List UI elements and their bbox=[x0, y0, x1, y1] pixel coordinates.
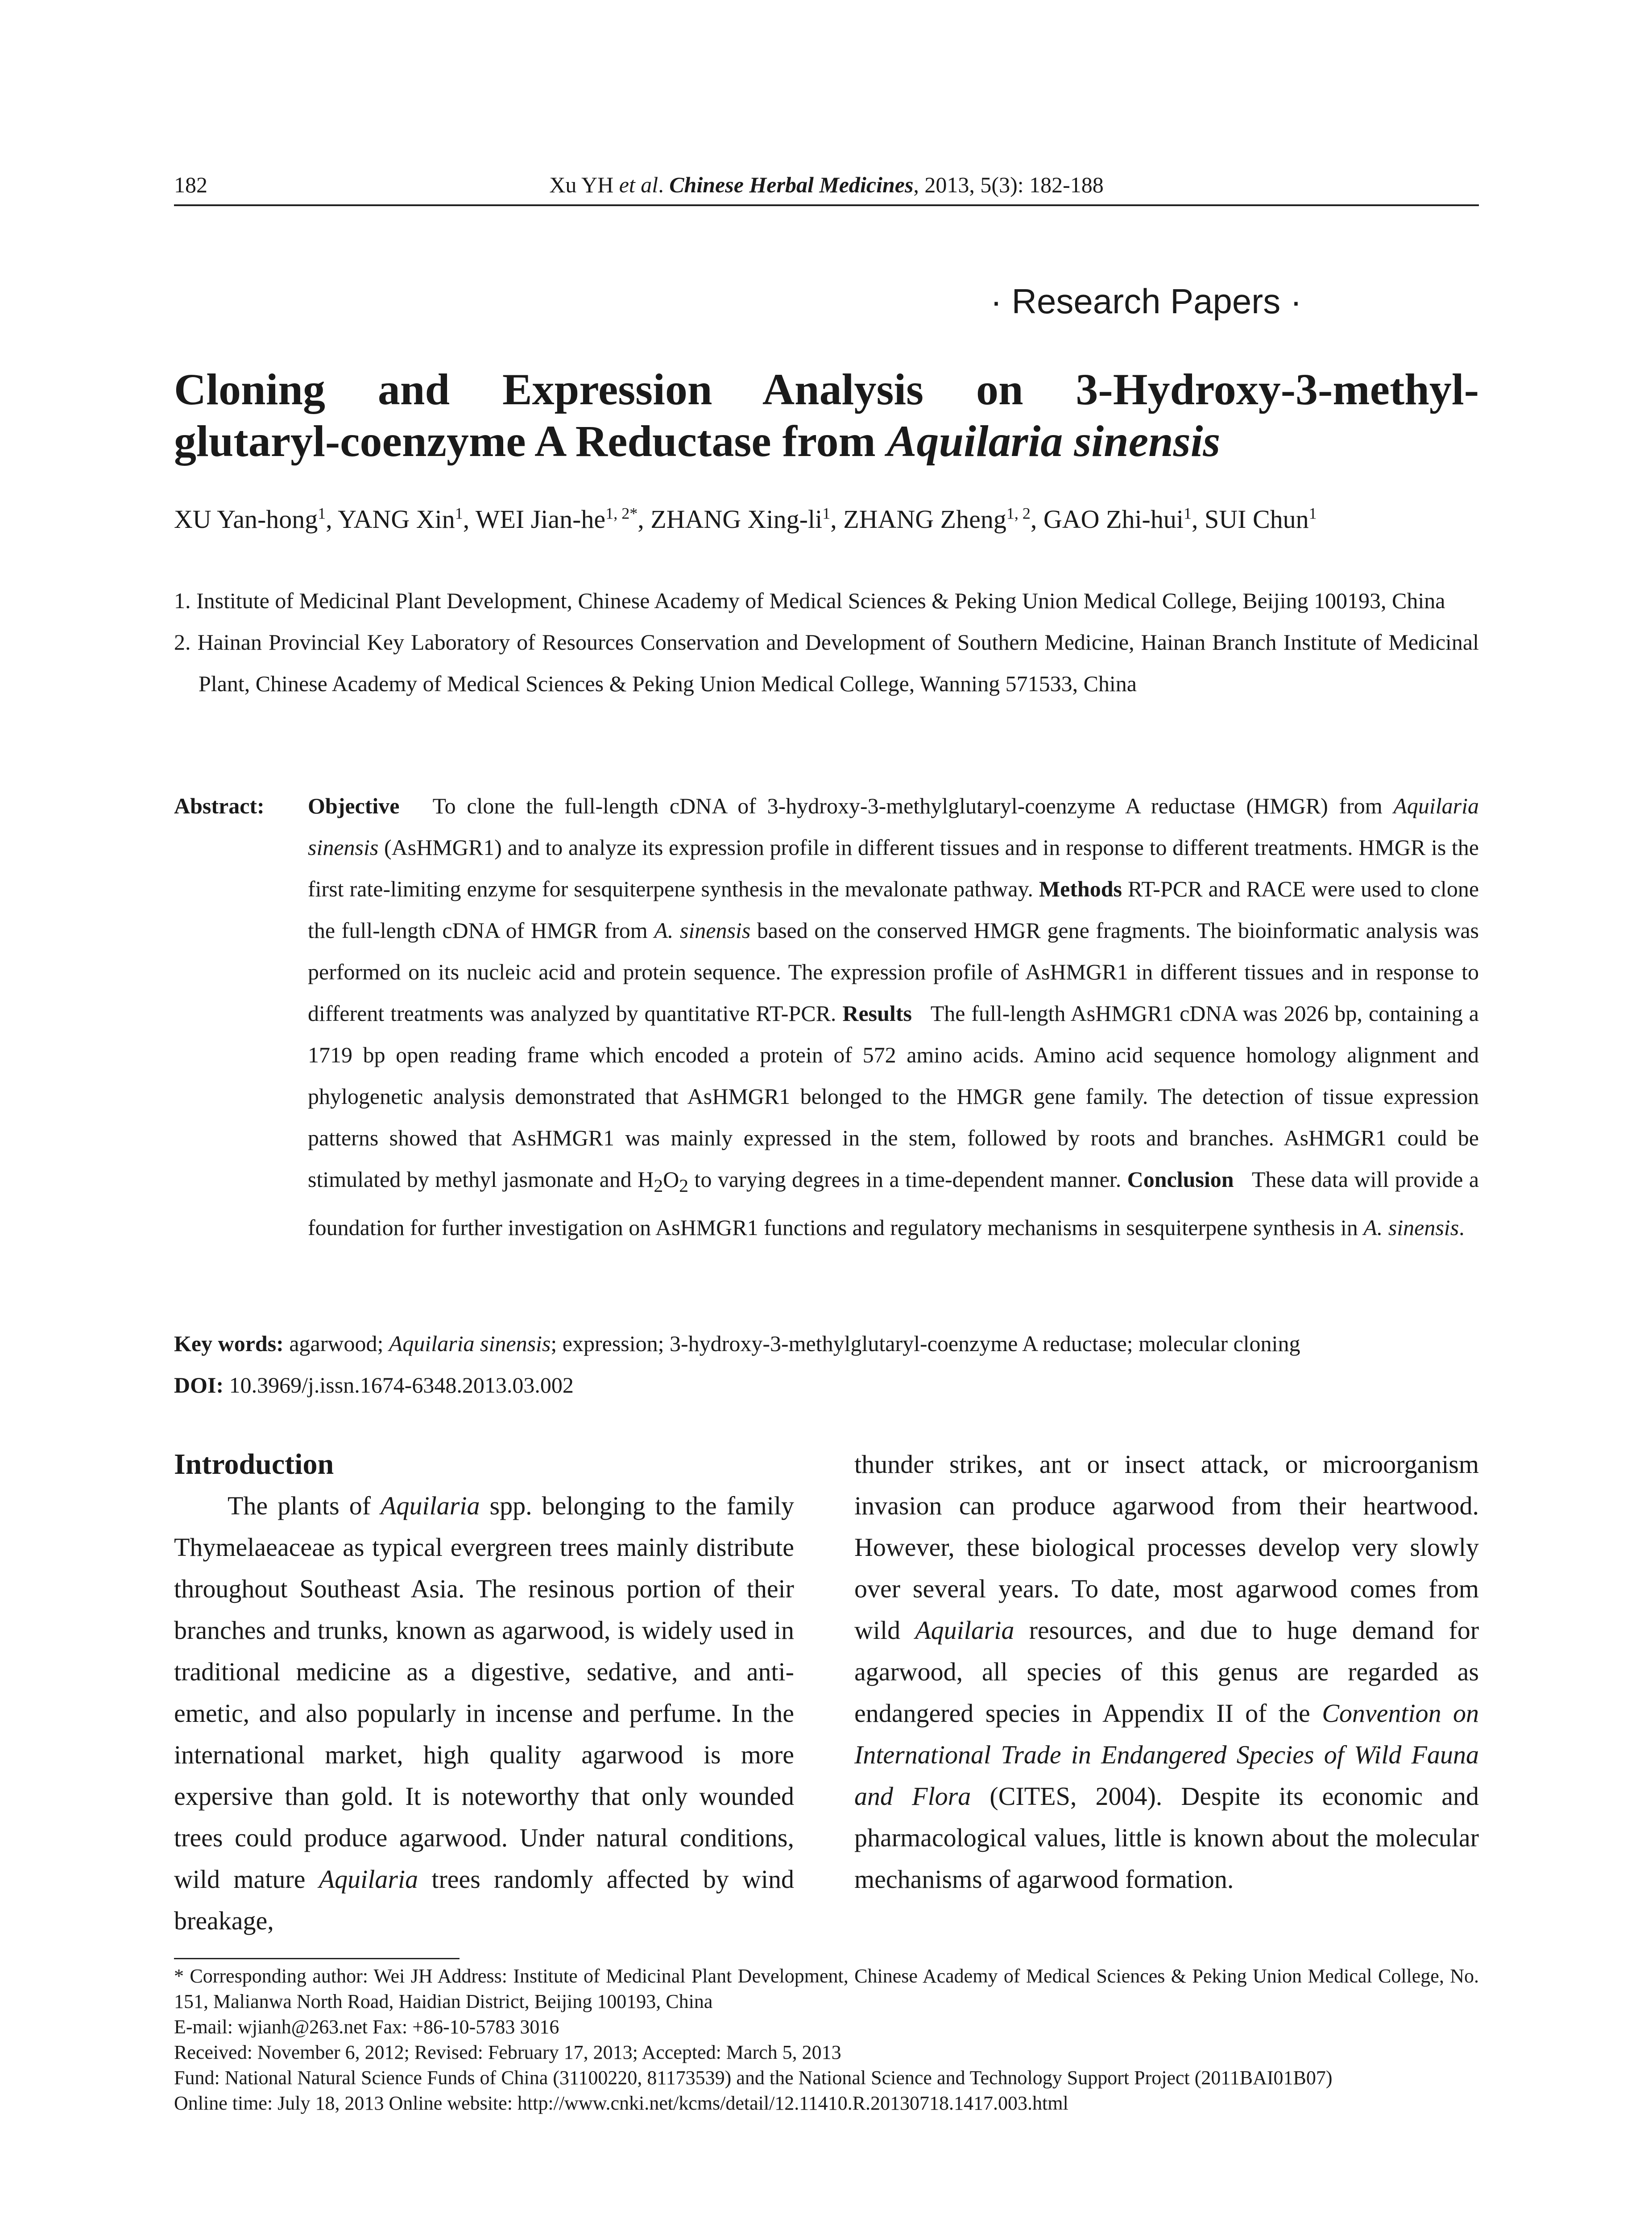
author-list bbox=[174, 504, 1479, 534]
methods-label: Methods bbox=[1039, 876, 1122, 901]
citation-issue: , 2013, 5(3): 182-188 bbox=[913, 172, 1104, 197]
conclusion-text: These data will provide a foundation for further investigation on AsHMGR1 functions and regulatory mechanisms in sesquiterpene synthesis in bbox=[308, 1167, 1479, 1240]
doi-label: DOI: bbox=[174, 1373, 224, 1397]
author bbox=[650, 505, 843, 534]
intro-right-text-cont: resources, and due to huge demand for agarwood, all species of this genus are regarded as endangered species in Appendix II of the bbox=[854, 1616, 1479, 1728]
intro-text-end: trees randomly affected by wind breakage, bbox=[174, 1865, 794, 1935]
keywords-block bbox=[174, 1323, 1479, 1406]
author-affiliation-mark: 1 bbox=[822, 505, 831, 523]
results-label: Results bbox=[842, 1001, 912, 1026]
author-affiliation-mark: 1 bbox=[1184, 505, 1192, 523]
author-affiliation-mark: 1, 2* bbox=[605, 505, 638, 523]
paper-title bbox=[174, 364, 1479, 467]
abstract-label: Abstract: bbox=[174, 793, 265, 818]
citation-etal: et al bbox=[619, 172, 658, 197]
methods-text: RT-PCR and RACE were used to clone the full-length cDNA of HMGR from bbox=[308, 876, 1479, 943]
section-label: · Research Papers · bbox=[990, 282, 1302, 321]
introduction-paragraph bbox=[174, 1485, 794, 1941]
title-line-2-prefix: glutaryl-coenzyme A Reductase from bbox=[174, 416, 887, 466]
intro-right-genus: Aquilaria bbox=[915, 1616, 1014, 1645]
intro-text: The plants of bbox=[228, 1491, 371, 1520]
citation-authors: Xu YH bbox=[549, 172, 619, 197]
objective-label: Objective bbox=[308, 793, 400, 818]
abstract-body bbox=[308, 785, 1479, 1248]
results-subscript-2: 2 bbox=[654, 1176, 663, 1196]
keyword-species: Aquilaria sinensis bbox=[389, 1331, 551, 1356]
results-text: The full-length AsHMGR1 cDNA was 2026 bp, containing a 1719 bp open reading frame which encoded a protein of 572 amino acids. Amino acid sequence homology alignment and phylogenetic analysis demonstrated that AsHMGR1 belonged to the HMGR gene family. The detection of tissue expression patterns showed that AsHMGR1 was mainly expressed in the stem, followed by roots and branches. AsHMGR1 could be stimulated by methyl jasmonate and H bbox=[308, 1001, 1479, 1192]
objective-species: Aquilaria sinensis bbox=[308, 793, 1479, 860]
author bbox=[174, 505, 338, 534]
author-affiliation-mark: 1, 2 bbox=[1006, 505, 1031, 523]
doi-line bbox=[174, 1364, 1479, 1406]
dates-note: Received: November 6, 2012; Revised: February 17, 2013; Accepted: March 5, 2013 bbox=[174, 2041, 841, 2063]
title-line-2 bbox=[174, 415, 1479, 467]
intro-right-text: thunder strikes, ant or insect attack, or microorganism invasion can produce agarwood from their heartwood. However, these biological processes develop very slowly over several years. To date, most agarwood comes from wild bbox=[854, 1450, 1479, 1645]
methods-text-cont: based on the conserved HMGR gene fragments. The bioinformatic analysis was performed on its nucleic acid and protein sequence. The expression profile of AsHMGR1 in different tissues and in response to different treatments was analyzed by quantitative RT-PCR. bbox=[308, 918, 1479, 1026]
author bbox=[338, 505, 476, 534]
conclusion-label: Conclusion bbox=[1127, 1167, 1234, 1192]
intro-right-text-end: (CITES, 2004). Despite its economic and pharmacological values, little is known about the molecular mechanisms of agarwood formation. bbox=[854, 1782, 1479, 1894]
page-number: 182 bbox=[174, 172, 207, 197]
author-separator: , bbox=[830, 505, 844, 534]
cites-convention: Convention on International Trade in Endangered Species of Wild Fauna and Flora bbox=[854, 1699, 1479, 1811]
author bbox=[1043, 505, 1205, 534]
author-name: GAO Zhi-hui bbox=[1043, 505, 1184, 534]
author-separator: , bbox=[638, 505, 651, 534]
results-text-cont: to varying degrees in a time-dependent manner. bbox=[694, 1167, 1122, 1192]
author-separator: , bbox=[463, 505, 476, 534]
corresponding-author-note: * Corresponding author: Wei JH Address: Institute of Medicinal Plant Development, Chinese Academy of Medical Sciences & Peking Union Medical College, No. 151, Malianwa North Road, Haidian District, Beijing 100193, China bbox=[174, 1965, 1479, 2012]
intro-genus: Aquilaria bbox=[381, 1491, 480, 1520]
keywords-line bbox=[174, 1323, 1479, 1364]
author-separator: , bbox=[1030, 505, 1043, 534]
author bbox=[843, 505, 1043, 534]
running-header bbox=[174, 172, 1479, 203]
keywords-label: Key words: bbox=[174, 1331, 284, 1356]
author-name: SUI Chun bbox=[1205, 505, 1309, 534]
footnote-rule bbox=[174, 1958, 460, 1959]
title-species: Aquilaria sinensis bbox=[886, 416, 1221, 466]
keyword-agarwood: agarwood; bbox=[289, 1331, 389, 1356]
journal-name: Chinese Herbal Medicines bbox=[669, 172, 914, 197]
author-affiliation-mark: 1 bbox=[318, 505, 326, 523]
author-name: YANG Xin bbox=[338, 505, 455, 534]
journal-citation bbox=[174, 172, 1479, 198]
objective-text-cont: (AsHMGR1) and to analyze its expression profile in different tissues and in response to different treatments. HMGR is the first rate-limiting enzyme for sesquiterpene synthesis in the mevalonate pathway. bbox=[308, 835, 1479, 901]
objective-text: To clone the full-length cDNA of 3-hydroxy-3-methylglutaryl-coenzyme A reductase (HMGR) from bbox=[432, 793, 1383, 818]
author-name: ZHANG Xing-li bbox=[650, 505, 823, 534]
header-rule bbox=[174, 204, 1479, 206]
affiliations bbox=[174, 580, 1479, 705]
doi-value[interactable]: 10.3969/j.issn.1674-6348.2013.03.002 bbox=[229, 1373, 574, 1397]
online-note: Online time: July 18, 2013 Online website: http://www.cnki.net/kcms/detail/12.11410.R.20130718.1417.003.html bbox=[174, 2092, 1068, 2114]
fund-note: Fund: National Natural Science Funds of China (31100220, 81173539) and the National Science and Technology Support Project (2011BAI01B07) bbox=[174, 2067, 1333, 2089]
conclusion-period: . bbox=[1459, 1215, 1465, 1240]
author-affiliation-mark: 1 bbox=[1308, 505, 1317, 523]
footnotes bbox=[174, 1963, 1479, 2116]
results-o: O bbox=[663, 1167, 679, 1192]
keywords-rest: ; expression; 3-hydroxy-3-methylglutaryl-coenzyme A reductase; molecular cloning bbox=[551, 1331, 1300, 1356]
author-name: ZHANG Zheng bbox=[843, 505, 1006, 534]
intro-text-cont: spp. belonging to the family Thymelaeaceae as typical evergreen trees mainly distribute throughout Southeast Asia. The resinous portion of their branches and trunks, known as agarwood, is widely used in traditional medicine as a digestive, sedative, and anti-emetic, and also popularly in incense and perfume. In the international market, high quality agarwood is more expersive than gold. It is noteworthy that only wounded trees could produce agarwood. Under natural conditions, wild mature bbox=[174, 1491, 795, 1894]
intro-genus-2: Aquilaria bbox=[319, 1865, 418, 1894]
citation-period: . bbox=[658, 172, 670, 197]
affiliation-2: 2. Hainan Provincial Key Laboratory of Resources Conservation and Development of Southern Medicine, Hainan Branch Institute of Medicinal Plant, Chinese Academy of Medical Sciences & Peking Union Medical College, Wanning 571533, China bbox=[174, 630, 1479, 696]
title-line-1: Cloning and Expression Analysis on 3-Hydroxy-3-methyl- bbox=[174, 365, 1479, 414]
author-affiliation-mark: 1 bbox=[455, 505, 463, 523]
body-column-right bbox=[854, 1443, 1479, 1900]
author-separator: , bbox=[326, 505, 338, 534]
body-column-left bbox=[174, 1443, 794, 1941]
methods-species: A. sinensis bbox=[654, 918, 751, 943]
contact-note: E-mail: wjianh@263.net Fax: +86-10-5783 3016 bbox=[174, 2016, 559, 2038]
results-subscript-2b: 2 bbox=[679, 1176, 689, 1196]
conclusion-species: A. sinensis bbox=[1363, 1215, 1459, 1240]
author bbox=[476, 505, 650, 534]
introduction-heading: Introduction bbox=[174, 1448, 334, 1480]
author-name: WEI Jian-he bbox=[475, 505, 606, 534]
author bbox=[1205, 505, 1317, 534]
author-separator: , bbox=[1192, 505, 1205, 534]
affiliation-1: 1. Institute of Medicinal Plant Development, Chinese Academy of Medical Sciences & Peking Union Medical College, Beijing 100193, China bbox=[174, 588, 1445, 613]
author-name: XU Yan-hong bbox=[174, 505, 318, 534]
